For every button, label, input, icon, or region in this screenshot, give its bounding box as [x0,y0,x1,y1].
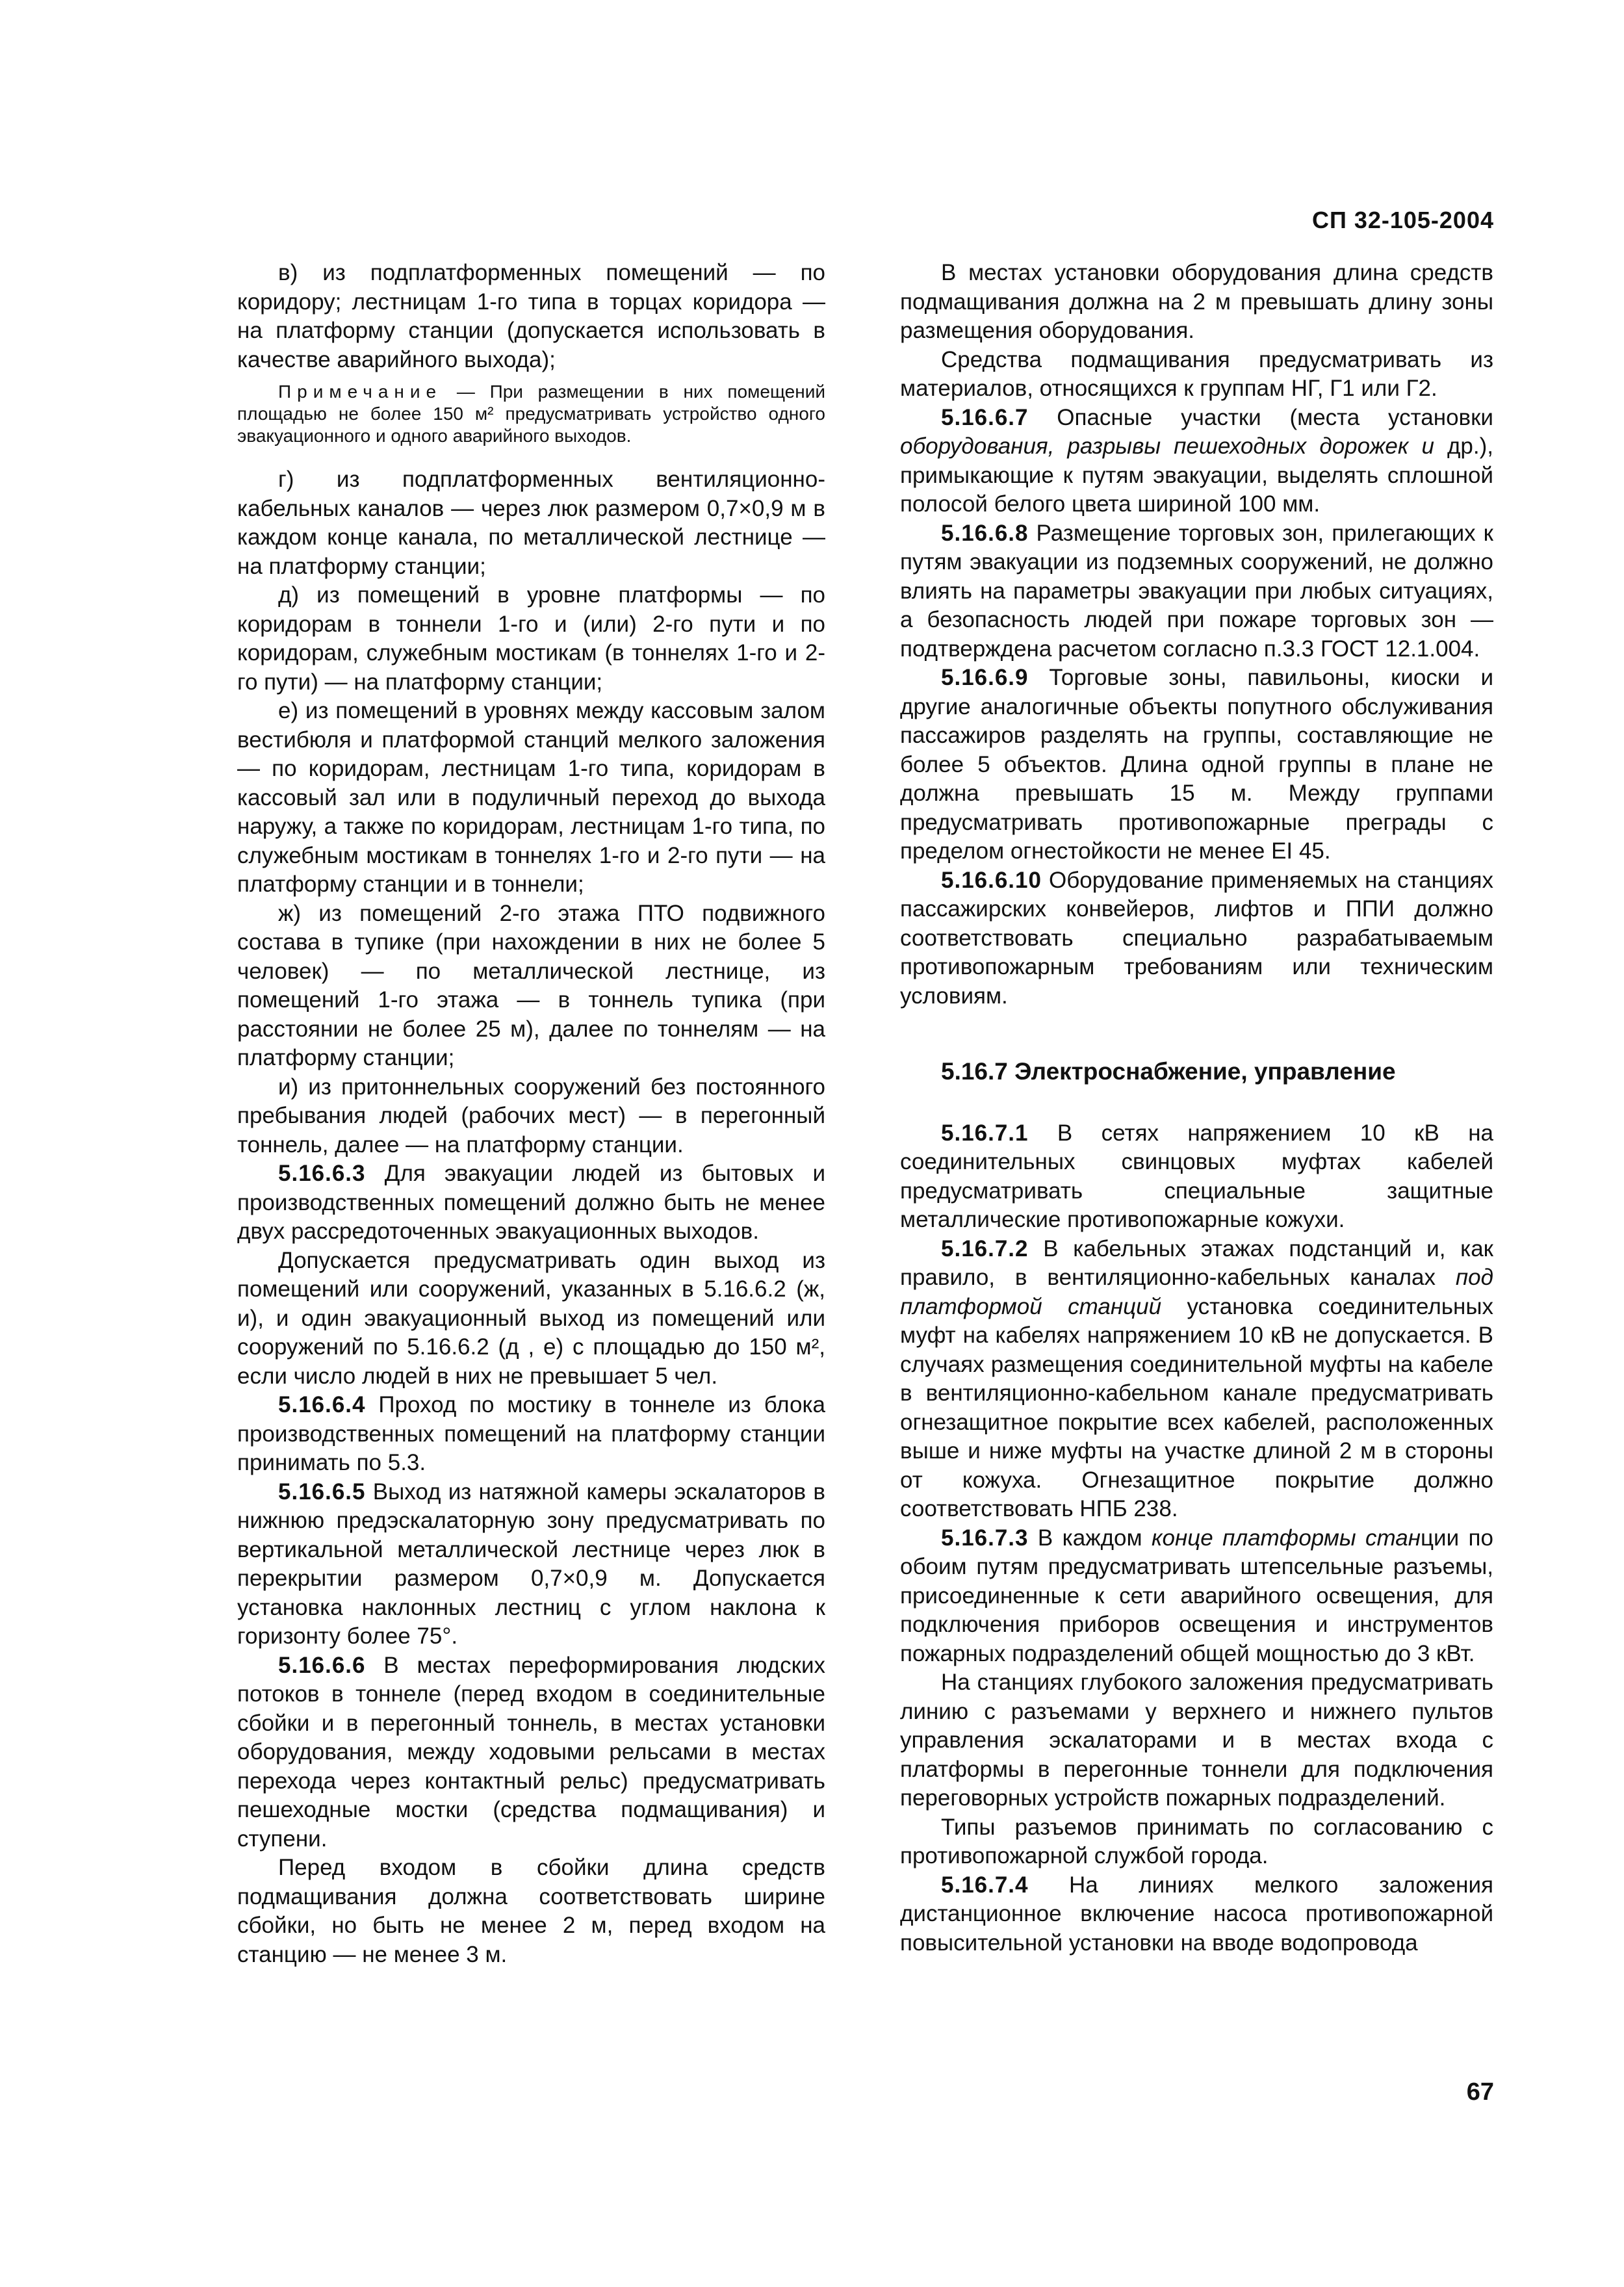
clause-number: 5.16.6.3 [278,1161,366,1186]
clause [900,1119,1493,1235]
clause [237,1159,825,1247]
clause-text: Проход по мостику в тоннеле из блока производственных помещений на платформу станции принимать по 5.3. [237,1392,825,1475]
paragraph: ж) из помещений 2-го этажа ПТО подвижного состава в тупике (при нахождении в них не более 5 человек) — по металлической лестнице, из помещений 1-го этажа — в тоннель тупика (при расстоянии не более 25 м), далее по тоннелям — на платформу станции; [237,900,825,1070]
clause-number: 5.16.6.4 [278,1392,366,1417]
clause-number: 5.16.6.7 [941,404,1029,430]
paragraph: В местах установки оборудования длина средств подмащивания должна на 2 м превышать длину зоны размещения оборудования. [900,260,1493,343]
clause [900,1871,1493,1958]
clause-italic: конце платформы стан [1151,1525,1421,1551]
clause-text: В местах переформирования людских потоков в тоннеле (перед входом в соединительные сбойки и в перегонный тоннель, в местах установки оборудования, между ходовыми рельсами в местах перехода через контактный рельс) предусматривать пешеходные мостки (средства подмащивания) и ступени. [237,1652,825,1852]
clause-text: На линиях мелкого заложения дистанционное включение насоса противопожарной повысительной установки на вводе водопровода [900,1872,1493,1956]
clause [237,1391,825,1478]
paragraph: в) из подплатформенных помещений — по коридору; лестницам 1-го типа в торцах коридора — на платформу станции (допускается использовать в качестве аварийного выхода); [237,260,825,372]
clause-text: Торговые зоны, павильоны, киоски и другие аналогичные объекты попутного обслуживания пассажиров разделять на группы, составляющие не более 5 объектов. Длина одной группы в плане не должна превышать 15 м. Между группами предусматривать противопожарные преграды с пределом огнестойкости не менее EI 45. [900,665,1493,864]
page-number: 67 [1466,2078,1494,2106]
clause [237,1651,825,1854]
clause-text-rest: установка соединительных муфт на кабелях напряжением 10 кВ не допускается. В случаях размещения соединительной муфты на кабеле в вентиляционно-кабельном канале предусматривать огнезащитное покрытие всех кабелей, расположенных выше и ниже муфты на участке длиной 2 м в стороны от кожуха. Огнезащитное покрытие должно соответствовать НПБ 238. [900,1293,1493,1521]
clause-text-rest: ции по обоим путям предусматривать штепсельные разъемы, присоединенные к сети аварийного освещения, для подключения приборов освещения и инструментов пожарных подразделений общей мощностью до 3 кВт. [900,1525,1493,1666]
clause-number: 5.16.7.4 [941,1872,1029,1898]
clause-text-rest: др.), примыкающие к путям эвакуации, выделять сплошной полосой белого цвета шириной 100 мм. [900,433,1493,517]
clause-number: 5.16.6.6 [278,1652,366,1678]
clause [237,1478,825,1651]
note [237,381,825,447]
note-text: — При размещении в них помещений площадью не более 150 м² предусматривать устройство одного эвакуационного и одного аварийного выходов. [237,381,825,446]
paragraph: Допускается предусматривать один выход из помещений или сооружений, указанных в 5.16.6.2 (ж, и), и один эвакуационный выход из помещений или сооружений по 5.16.6.2 (д , е) с площадью до 150 м², если число людей в них не превышает 5 чел. [237,1247,825,1389]
clause-text: В сетях напряжением 10 кВ на соединительных свинцовых муфтах кабелей предусматривать специальные защитные металлические противопожарные кожухи. [900,1120,1493,1232]
right-column [900,259,1493,1958]
clause-number: 5.16.6.8 [941,520,1029,546]
clause [900,404,1493,519]
clause-text: В каждом [1028,1525,1152,1551]
clause-italic: под платформой станций [900,1265,1493,1319]
paragraph: е) из помещений в уровнях между кассовым залом вестибюля и платформой станций мелкого заложения — по коридорам, лестницам 1-го типа, коридорам в кассовый зал или в подуличный переход до выхода наружу, а также по коридорам, лестницам 1-го типа, по служебным мостикам в тоннелях 1-го и 2-го пути — на платформу станции и в тоннели; [237,698,825,897]
clause-text: Для эвакуации людей из бытовых и производственных помещений должно быть не менее двух рассредоточенных эвакуационных выходов. [237,1161,825,1244]
paragraph: Средства подмащивания предусматривать из материалов, относящихся к группам НГ, Г1 или Г2. [900,346,1493,401]
clause-number: 5.16.7.1 [941,1120,1029,1146]
clause-text: Опасные участки (места установки [1028,404,1493,430]
clause-text: Оборудование применяемых на станциях пассажирских конвейеров, лифтов и ППИ должно соответствовать специально разрабатываемым противопожарным требованиям или техническим условиям. [900,867,1493,1009]
document-code: СП 32-105-2004 [1311,207,1494,233]
clause-text: В кабельных этажах подстанций и, как правило, в вентиляционно-кабельных каналах [900,1235,1493,1290]
clause [900,866,1493,1011]
clause [900,519,1493,664]
note-label: Примечание [278,381,443,402]
paragraph: На станциях глубокого заложения предусматривать линию с разъемами у верхнего и нижнего пультов управления эскалаторами и в местах входа с платформы в перегонные тоннели для подключения переговорных устройств пожарных подразделений. [900,1670,1493,1811]
clause-number: 5.16.6.5 [278,1479,366,1505]
clause-number: 5.16.7.2 [941,1235,1029,1261]
paragraph: Типы разъемов принимать по согласованию с противопожарной службой города. [900,1814,1493,1868]
paragraph: г) из подплатформенных вентиляционно-кабельных каналов — через люк размером 0,7×0,9 м в каждом конце канала, по металлической лестнице — на платформу станции; [237,467,825,579]
clause [900,664,1493,866]
clause-number: 5.16.6.9 [941,665,1029,690]
paragraph: Перед входом в сбойки длина средств подмащивания должна соответствовать ширине сбойки, но быть не менее 2 м, перед входом на станцию — не менее 3 м. [237,1855,825,1967]
section-heading: 5.16.7 Электроснабжение, управление [941,1058,1396,1085]
clause-number: 5.16.6.10 [941,867,1042,893]
clause [900,1235,1493,1524]
clause-text: Выход из натяжной камеры эскалаторов в нижнюю предэскалаторную зону предусматривать по вертикальной металлической лестнице через люк в перекрытии размером 0,7×0,9 м. Допускается установка наклонных лестниц с углом наклона к горизонту более 75°. [237,1479,825,1649]
clause-italic: оборудования, разрывы пешеходных дорожек и [900,433,1434,459]
clause [900,1524,1493,1669]
paragraph: и) из притоннельных сооружений без постоянного пребывания людей (рабочих мест) — в перегонный тоннель, далее — на платформу станции. [237,1074,825,1157]
clause-text: Размещение торговых зон, прилегающих к путям эвакуации из подземных сооружений, не должно влиять на параметры эвакуации при любых ситуациях, а безопасность людей при пожаре торговых зон — подтверждена расчетом согласно п.3.3 ГОСТ 12.1.004. [900,520,1493,662]
clause-number: 5.16.7.3 [941,1525,1029,1551]
paragraph: д) из помещений в уровне платформы — по коридорам в тоннели 1-го и (или) 2-го пути и по коридорам, служебным мостикам (в тоннелях 1-го и 2-го пути) — на платформу станции; [237,582,825,695]
left-column [237,259,825,1969]
